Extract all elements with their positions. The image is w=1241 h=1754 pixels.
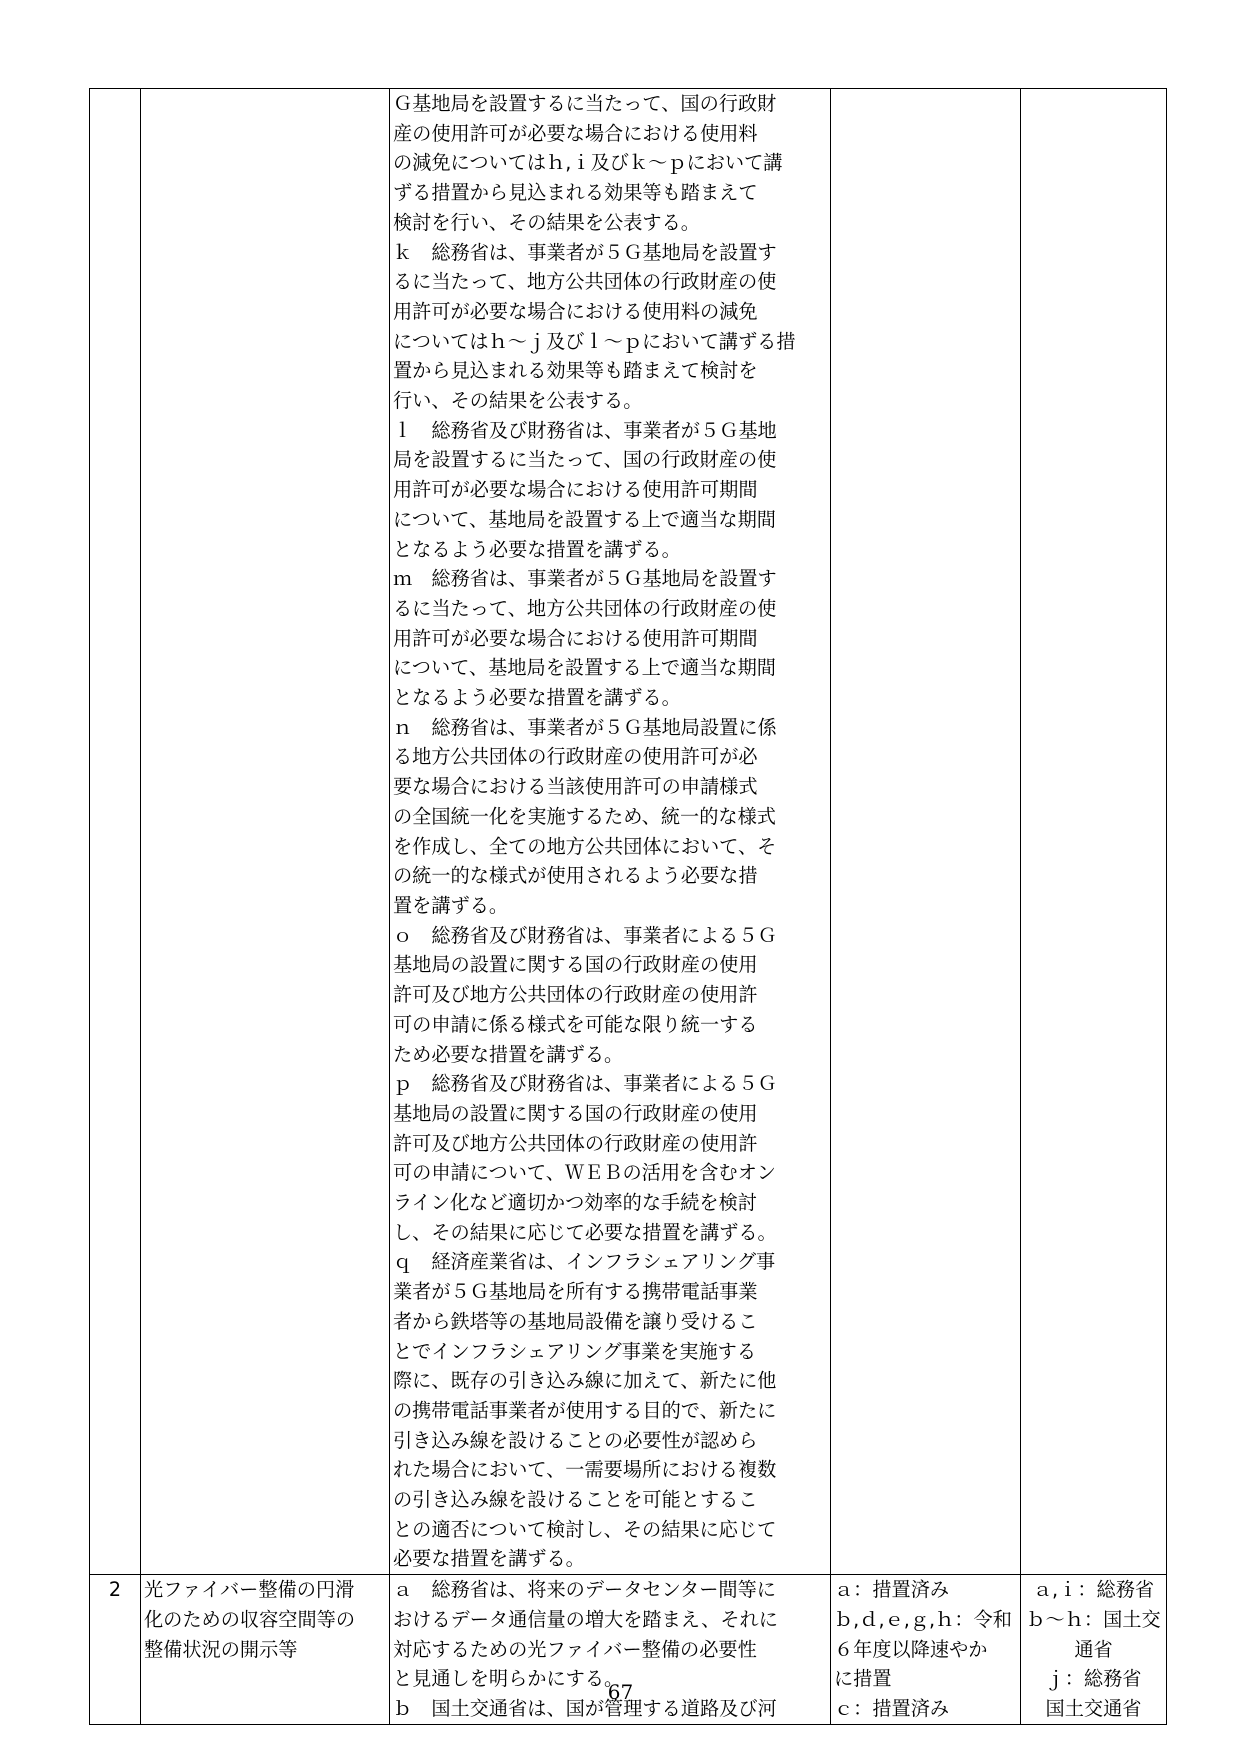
text-line: と見通しを明らかにする。 (393, 1667, 624, 1691)
text-line: 業者が５Ｇ基地局を所有する携帯電話事業 (393, 1280, 758, 1304)
text-line: 基地局の設置に関する国の行政財産の使用 (393, 953, 758, 977)
text-line: ｏ 総務省及び財務省は、事業者による５Ｇ (393, 923, 777, 947)
text-line: 整備状況の開示等 (144, 1637, 298, 1661)
text-line: ａ,ｉ：総務省 (1032, 1578, 1155, 1602)
text-line: 必要な措置を講ずる。 (393, 1547, 585, 1571)
schedule-cell (831, 89, 1021, 1575)
text-line: おけるデータ通信量の増大を踏まえ、それに (393, 1607, 778, 1631)
text-line: について、基地局を設置する上で適当な期間 (393, 656, 776, 680)
text-line: 行い、その結果を公表する。 (393, 389, 643, 413)
text-line: ｂ～ｈ：国土交 (1026, 1607, 1161, 1631)
text-line: を作成し、全ての地方公共団体において、そ (393, 834, 777, 858)
text-line: 基地局の設置に関する国の行政財産の使用 (393, 1101, 758, 1125)
text-line: 許可及び地方公共団体の行政財産の使用許 (393, 983, 758, 1007)
text-line: ａ：措置済み (834, 1578, 950, 1602)
text-line: ライン化など適切かつ効率的な手続を検討 (393, 1191, 757, 1215)
text-line: 用許可が必要な場合における使用許可期間 (393, 478, 758, 502)
text-line: ｃ：措置済み (834, 1696, 950, 1720)
text-line: し、その結果に応じて必要な措置を講ずる。 (393, 1220, 777, 1244)
text-line: の減免についてはｈ,ｉ及びｋ～ｐにおいて講 (393, 151, 783, 175)
text-line: 可の申請に係る様式を可能な限り統一する (393, 1012, 758, 1036)
text-line: ｋ 総務省は、事業者が５Ｇ基地局を設置す (393, 240, 777, 264)
text-line: 許可及び地方公共団体の行政財産の使用許 (393, 1131, 758, 1155)
text-line: る地方公共団体の行政財産の使用許可が必 (393, 745, 758, 769)
text-line: ｎ 総務省は、事業者が５Ｇ基地局設置に係 (393, 715, 777, 739)
text-line: 可の申請について、ＷＥＢの活用を含むオン (393, 1161, 776, 1185)
text-line: れた場合において、一需要場所における複数 (393, 1458, 777, 1482)
text-line: について、基地局を設置する上で適当な期間 (393, 507, 776, 531)
text-line: ｂ,ｄ,ｅ,ｇ,ｈ：令和 (834, 1607, 1012, 1631)
text-line: となるよう必要な措置を講ずる。 (393, 537, 681, 561)
text-line: との適否について検討し、その結果に応じて (393, 1517, 777, 1541)
text-line: 産の使用許可が必要な場合における使用料 (393, 121, 758, 145)
text-line: 置を講ずる。 (393, 893, 509, 917)
row-number: 2 (108, 1578, 122, 1602)
text-line: 国土交通省 (1045, 1696, 1142, 1720)
text-line: ｂ 国土交通省は、国が管理する道路及び河 (393, 1696, 777, 1720)
text-line: 際に、既存の引き込み線に加えて、新たに他 (393, 1369, 777, 1393)
text-line: るに当たって、地方公共団体の行政財産の使 (393, 270, 777, 294)
text-line: の引き込み線を設けることを可能とするこ (393, 1488, 758, 1512)
text-line: 検討を行い、その結果を公表する。 (393, 210, 700, 234)
text-line: の携帯電話事業者が使用する目的で、新たに (393, 1398, 777, 1422)
text-line: ずる措置から見込まれる効果等も踏まえて (393, 181, 758, 205)
text-line: るに当たって、地方公共団体の行政財産の使 (393, 596, 777, 620)
text-line: 用許可が必要な場合における使用許可期間 (393, 626, 758, 650)
number-cell (90, 89, 141, 1575)
measures-table (89, 88, 1167, 1725)
text-line: の統一的な様式が使用されるよう必要な措 (393, 864, 758, 888)
ministry-cell (1021, 89, 1167, 1575)
text-line: ６年度以降速やか (834, 1637, 988, 1661)
text-line: とでインフラシェアリング事業を実施する (393, 1339, 757, 1363)
text-line: 対応するための光ファイバー整備の必要性 (393, 1637, 757, 1661)
text-line: 者から鉄塔等の基地局設備を譲り受けるこ (393, 1309, 758, 1333)
text-line: ｍ 総務省は、事業者が５Ｇ基地局を設置す (393, 567, 777, 591)
item-cell (141, 89, 390, 1575)
text-line: の全国統一化を実施するため、統一的な様式 (393, 804, 776, 828)
text-line: 局を設置するに当たって、国の行政財産の使 (393, 448, 777, 472)
text-line: ｑ 経済産業省は、インフラシェアリング事 (393, 1250, 776, 1274)
text-line: 置から見込まれる効果等も踏まえて検討を (393, 359, 758, 383)
text-line: 引き込み線を設けることの必要性が認めら (393, 1428, 758, 1452)
page-number: 67 (607, 1680, 634, 1704)
item-title (141, 1575, 389, 1664)
text-line: ため必要な措置を講ずる。 (393, 1042, 624, 1066)
measures-cell (390, 89, 831, 1575)
text-line: ｊ：総務省 (1045, 1667, 1142, 1691)
text-line: となるよう必要な措置を講ずる。 (393, 686, 681, 710)
text-line: ａ 総務省は、将来のデータセンター間等に (393, 1578, 776, 1602)
text-line: 光ファイバー整備の円滑 (144, 1578, 355, 1602)
measures-text (390, 89, 830, 1574)
text-line: ｌ 総務省及び財務省は、事業者が５Ｇ基地 (393, 418, 777, 442)
text-line: 用許可が必要な場合における使用料の減免 (393, 299, 758, 323)
text-line: に措置 (834, 1667, 892, 1691)
text-line: ｐ 総務省及び財務省は、事業者による５Ｇ (393, 1072, 777, 1096)
text-line: Ｇ基地局を設置するに当たって、国の行政財 (393, 92, 777, 115)
text-line: についてはｈ～ｊ及びｌ～ｐにおいて講ずる措 (393, 329, 796, 353)
table-row (90, 89, 1167, 1575)
text-line: 化のための収容空間等の (144, 1607, 356, 1631)
text-line: 要な場合における当該使用許可の申請様式 (393, 775, 758, 799)
text-line: 通省 (1074, 1637, 1113, 1661)
